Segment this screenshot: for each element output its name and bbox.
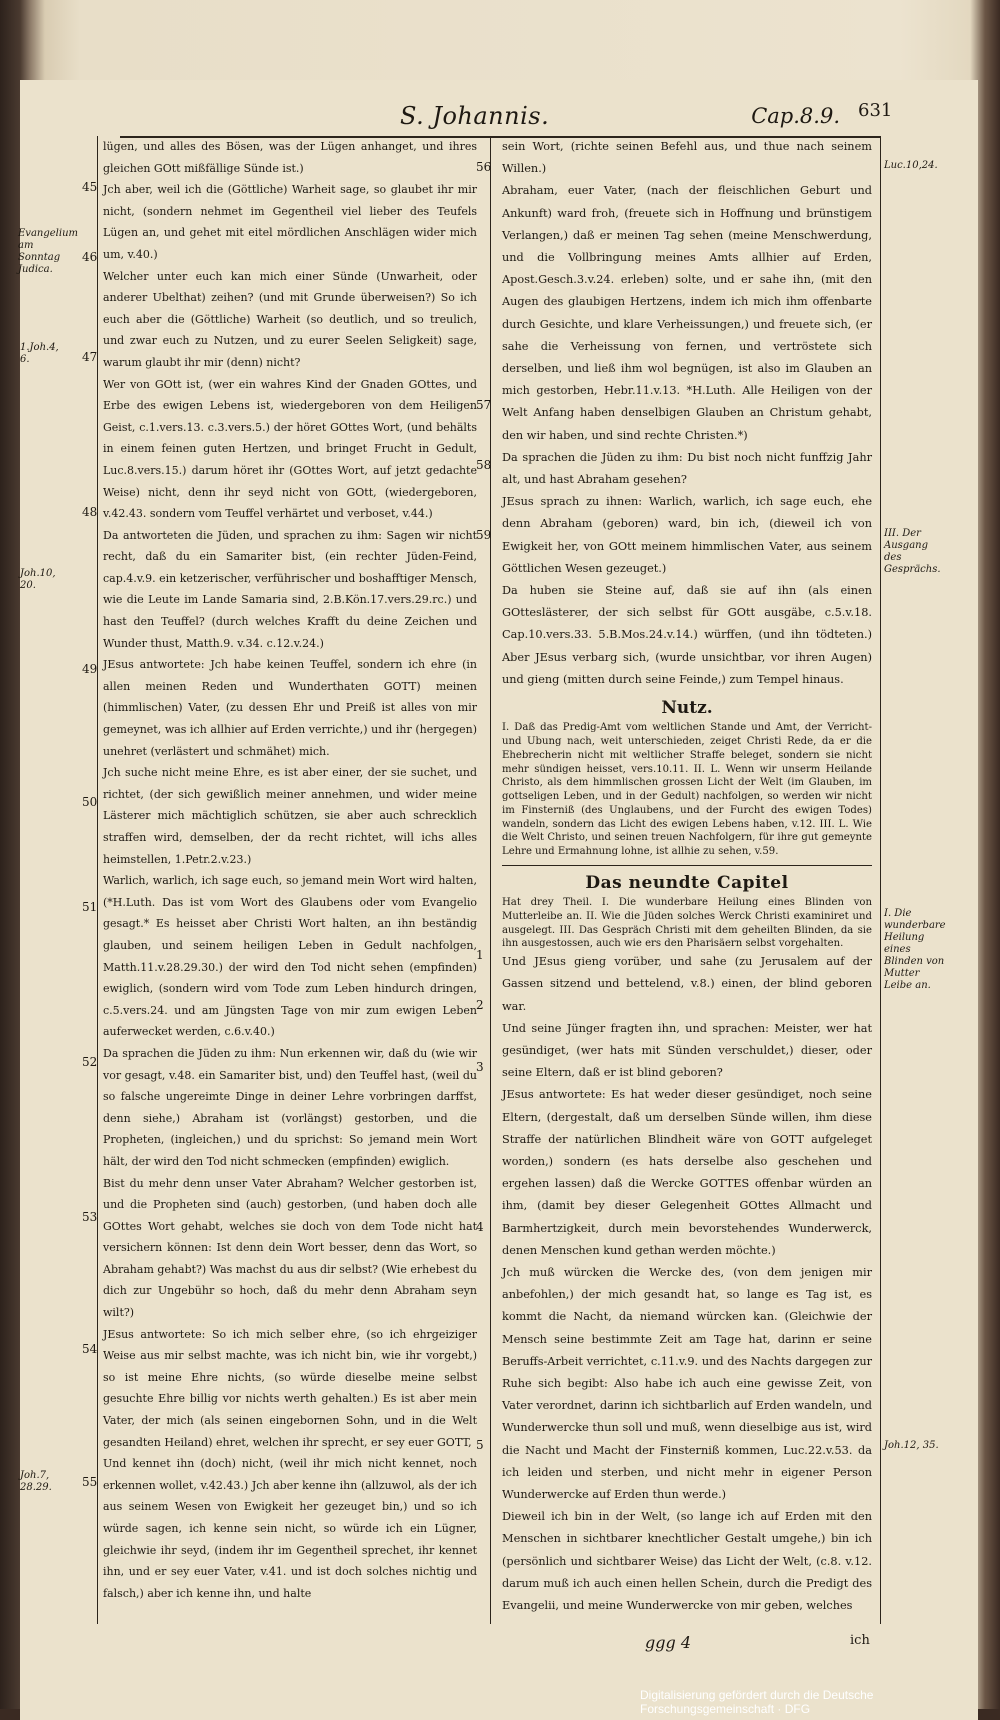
verse-number: 3: [476, 1060, 484, 1074]
margin-note-reference: 1.Joh.4, 6.: [20, 342, 59, 365]
verse-text: lügen, und alles des Bösen, was der Lügen anhanget, und ihres gleichen GOtt mißfällige Sünde ist.): [103, 140, 477, 175]
verse-number: 52: [82, 1055, 98, 1069]
section-heading-nutz: Nutz.: [661, 698, 713, 719]
margin-note-reference: Joh.12, 35.: [884, 1440, 939, 1451]
verse-text: Abraham, euer Vater, (nach der fleischlichen Geburt und Ankunft) ward froh, (freuete sich in Hoffnung und brünstigem Verlangen,) daß er meinen Tag sehen (meine Menschwerdung, und die Vollbringung meines Amts allhier auf Erden, Apost.Gesch.3.v.24. erleben) solte, und er sahe ihn, (mit den Augen des glaubigen Hertzens, indem ich mich ihm offenbarte durch Gesichte, und klare Verheissungen,) und freuete sich, (er sahe die Verheissung von fernen, und vertröstete sich derselben, und ließ ihm wol begnügen, ist also im Glauben an mich gestorben, Hebr.11.v.13. *H.Luth. Alle Heiligen von der Welt Anfang haben denselbigen Glauben an Christum gehabt, den wir haben, und sind rechte Christen.*): [502, 184, 872, 442]
verse-number: 51: [82, 900, 98, 914]
book-title: S. Johannis.: [400, 102, 550, 130]
verse-number: 4: [476, 1220, 484, 1234]
verse-text: Da sprachen die Jüden zu ihm: Nun erkennen wir, daß du (wie wir vor gesagt, v.48. ein Samariter bist, und) den Teuffel hast, (weil du so falsche ungereimte Dinge in deiner Lehre vorbringen darffst, denn siehe,) Abraham ist (vorlängst) gestorben, und die Propheten, (ingleichen,) und du sprichst: So jemand mein Wort hält, der wird den Tod nicht schmecken (empfinden) ewiglich.: [103, 1046, 477, 1168]
nutz-text: I. Daß das Predig-Amt vom weltlichen Stande und Amt, der Verricht- und Ubung nach, weit unterschieden, zeiget Christi Rede, da er die Ehebrecherin nicht mit weltlicher Straffe beleget, sondern sie nicht mehr sündigen heisset, vers.10.11. II. L. Wenn wir unserm Heilande Christo, als dem himmlischen grossen Licht der Welt (im Glauben, im gottseligen Leben, und in der Gedult) nachfolgen, so werden wir nicht im Finsterniß (des Unglaubens, und der Furcht des ewigen Todes) wandeln, sondern das Licht des ewigen Lebens haben, v.12. III. L. Wie die Welt Christo, und seinen treuen Nachfolgern, für ihre gut gemeynte Lehre und Ermahnung lohne, ist allhie zu sehen, v.59.: [502, 722, 872, 858]
verse-number: 5: [476, 1438, 484, 1452]
margin-note-reference: Joh.7, 28.29.: [20, 1470, 52, 1493]
page-footer: [20, 1633, 978, 1673]
margin-note-section: III. Der Ausgang des Gesprächs.: [884, 528, 941, 575]
verse-text: Jch suche nicht meine Ehre, es ist aber einer, der sie suchet, und richtet, (der sich gewißlich meiner annehmen, und wider meine Lästerer mich mächtiglich schützen, sie aber auch schrecklich straffen wird, demselben, der da recht richtet, will ichs alles heimstellen, 1.Petr.2.v.23.): [103, 766, 477, 866]
digitization-credit: Digitalisierung gefördert durch die Deutsche Forschungsgemeinschaft · DFG: [640, 1688, 874, 1716]
margin-note-section: I. Die wunderbare Heilung eines Blinden von Mutter Leibe an.: [884, 908, 946, 991]
verse-number: 50: [82, 795, 98, 809]
running-head: [120, 100, 880, 138]
verse-text: Und kennet ihn (doch) nicht, (weil ihr mich nicht kennet, noch erkennen wollet, v.42.43.) Jch aber kenne ihn (allzuwol, als der ich aus seinem Wesen von Ewigkeit her gezeuget bin,) und so ich würde sagen, ich kenne sein nicht, so würde ich ein Lügner, gleichwie ihr seyd, (indem ihr im Gegentheil sprechet, ihr kennet ihn, und er sey euer Vater, v.41. und ist doch solches nichtig und falsch,) aber ich kenne ihn, und halte: [103, 1457, 477, 1600]
left-column: [103, 136, 477, 1604]
verse-number: 1: [476, 948, 484, 962]
margin-note-reference: Joh.10, 20.: [20, 568, 56, 591]
verse-text: Jch aber, weil ich die (Göttliche) Warheit sage, so glaubet ihr mir nicht, (sondern nehmet im Gegentheil viel lieber des Teufels Lügen an, und gehet mit eitel mördlichen Anschlägen wider mich um, v.40.): [103, 183, 477, 261]
verse-number: 56: [476, 160, 492, 174]
margin-note-reference: Luc.10,24.: [884, 160, 938, 171]
verse-text: Und JEsus gieng vorüber, und sahe (zu Jerusalem auf der Gassen sitzend und bettelend, v.8.) einen, der blind geboren war.: [502, 955, 872, 1013]
verse-text: Und seine Jünger fragten ihn, und sprachen: Meister, wer hat gesündiget, (wer hats mit Sünden verschuldet,) dieser, oder seine Eltern, daß er ist blind geboren?: [502, 1021, 872, 1080]
verse-text: JEsus antwortete: Jch habe keinen Teuffel, sondern ich ehre (in allen meinen Reden und Wunderthaten GOTT) meinen (himmlischen) Vater, (zu dessen Ehr und Preiß ist alles von mir gemeynet, was ich allhier auf Erden verrichte,) und ihr (hergegen) unehret (verlästert und schmähet) mich.: [103, 658, 477, 758]
verse-number: 2: [476, 998, 484, 1012]
chapter-label: Cap.8.9.: [751, 104, 840, 128]
center-rule: [490, 136, 491, 1624]
verse-number: 47: [82, 350, 98, 364]
verse-number: 48: [82, 505, 98, 519]
verse-number: 57: [476, 398, 492, 412]
verse-text: Da sprachen die Jüden zu ihm: Du bist noch nicht funffzig Jahr alt, und hast Abraham gesehen?: [502, 450, 872, 487]
right-rule: [880, 136, 881, 1624]
catchword: ich: [850, 1633, 870, 1648]
verse-text: Bist du mehr denn unser Vater Abraham? Welcher gestorben ist, und die Propheten sind (auch) gestorben, (und haben doch alle GOttes Wort gehabt, welches sie doch von dem Tode nicht hat versichern können: Ist denn dein Wort besser, denn das Wort, so Abraham gehabt?) Was machst du aus dir selbst? (Wie erhebest du dich zur Ungebühr so hoch, daß du mehr denn Abraham seyn wilt?): [103, 1176, 477, 1320]
verse-text: Dieweil ich bin in der Welt, (so lange ich auf Erden mit den Menschen in sichtbarer knechtlicher Gestalt umgehe,) bin ich (persönlich und sichtbarer Weise) das Licht der Welt, (c.8. v.12. darum muß ich auch einen hellen Schein, durch die Predigt des Evangelii, und meine Wunderwercke von mir geben, welches: [502, 1510, 872, 1613]
verse-text: JEsus antwortete: Es hat weder dieser gesündiget, noch seine Eltern, (dergestalt, daß um derselben Sünde willen, ihm diese Straffe der natürlichen Blindheit wäre von GOTT aufgeleget worden,) sondern (es hats derselbe also geschehen und ergehen lassen) daß die Wercke GOTTES offenbar würden an ihm, (damit bey dieser Gelegenheit GOttes Allmacht und Barmhertzigkeit, durch mein bevorstehendes Wunderwerck, denen Menschen kund gethan werden möchte.): [502, 1088, 872, 1257]
verse-text: Wer von GOtt ist, (wer ein wahres Kind der Gnaden GOttes, und Erbe des ewigen Lebens ist, wiedergeboren von dem Heiligen Geist, c.1.vers.13. c.3.vers.5.) der höret GOttes Wort, (und behälts in einem feinen guten Hertzen, und bringet Frucht in Gedult, Luc.8.vers.15.) darum höret ihr (GOttes Wort, auf jetzt gedachte Weise) nicht, denn ihr seyd nicht von GOtt, (wiedergeboren, v.42.43. sondern vom Teuffel verhärtet und verboset, v.44.): [103, 377, 477, 521]
verse-text: Da antworteten die Jüden, und sprachen zu ihm: Sagen wir nicht recht, daß du ein Samariter bist, (ein rechter Jüden-Feind, cap.4.v.9. ein ketzerischer, verführischer und boshafftiger Mensch, wie die Leute im Lande Samaria sind, 2.B.Kön.17.vers.29.rc.) und hast den Teuffel? (durch welches Krafft du deine Zeichen und Wunder thust, Matth.9. v.34. c.12.v.24.): [103, 528, 477, 650]
margin-note-pericope: Evangelium am Sonntag Judica.: [18, 228, 78, 275]
verse-text: Welcher unter euch kan mich einer Sünde (Unwarheit, oder anderer Ubelthat) zeihen? (und mit Grunde überweisen?) So ich euch aber die (Göttliche) Warheit (so deutlich, und so treulich, und zwar euch zu Nutzen, und zu eurer Seelen Seligkeit) sage, warum glaubt ihr mir (denn) nicht?: [103, 269, 477, 369]
page-number: 631: [858, 100, 893, 121]
verse-number: 55: [82, 1475, 98, 1489]
verse-number: 54: [82, 1342, 98, 1356]
verse-number: 58: [476, 458, 492, 472]
verse-number: 45: [82, 180, 98, 194]
page: [20, 80, 978, 1720]
verse-number: 59: [476, 528, 492, 542]
verse-text: JEsus sprach zu ihnen: Warlich, warlich, ich sage euch, ehe denn Abraham (geboren) ward, bin ich, (dieweil ich von Ewigkeit her, von GOtt meinem himmlischen Vater, aus seinem Göttlichen Wesen gezeuget.): [502, 495, 872, 575]
verse-number: 46: [82, 250, 98, 264]
right-column: [502, 136, 872, 1617]
divider: [502, 865, 872, 866]
verse-text: Warlich, warlich, ich sage euch, so jemand mein Wort wird halten, (*H.Luth. Das ist vom Wort des Glaubens oder vom Evangelio gesagt.* Es heisset aber Christi Wort halten, an ihn beständig glauben, und seinem heiligen Leben in Gedult nachfolgen, Matth.11.v.28.29.30.) der wird den Tod nicht sehen (empfinden) ewiglich, (sondern wird vom Tode zum Leben hindurch dringen, c.5.vers.24. und am Jüngsten Tage von mir zum ewigen Leben auferwecket werden, c.6.v.40.): [103, 874, 477, 1039]
verse-text: Jch muß würcken die Wercke des, (von dem jenigen mir anbefohlen,) der mich gesandt hat, so lange es Tag ist, es kommt die Nacht, da niemand würcken kan. (Gleichwie der Mensch seine bestimmte Zeit am Tage hat, darinn er seine Beruffs-Arbeit verrichtet, c.11.v.9. und des Nachts dargegen zur Ruhe sich begibt: Also habe ich auch eine gewisse Zeit, von Vater verordnet, darinn ich sichtbarlich auf Erden wandeln, und Wunderwercke thun soll und muß, wenn dieselbige aus ist, wird die Nacht und Macht der Finsterniß kommen, Luc.22.v.53. da ich leiden und sterben, und nicht mehr in eigener Person Wunderwercke auf Erden thun werde.): [502, 1266, 872, 1502]
verse-number: 53: [82, 1210, 98, 1224]
verse-text: Da huben sie Steine auf, daß sie auf ihn (als einen GOtteslästerer, der sich selbst für GOtt ausgäbe, c.5.v.18. Cap.10.vers.33. 5.B.Mos.24.v.14.) würffen, (und ihn tödteten.) Aber JEsus verbarg sich, (wurde unsichtbar, vor ihren Augen) und gieng (mitten durch seine Feinde,) zum Tempel hinaus.: [502, 584, 872, 686]
verse-text: sein Wort, (richte seinen Befehl aus, und thue nach seinem Willen.): [502, 140, 872, 176]
verse-number: 49: [82, 662, 98, 676]
signature-mark: ggg 4: [645, 1633, 691, 1652]
chapter-heading: Das neundte Capitel: [585, 872, 789, 893]
verse-text: JEsus antwortete: So ich mich selber ehre, (so ich ehrgeiziger Weise aus mir selbst machte, was ich nicht bin, wie ihr vorgebt,) so ist meine Ehre nichts, (so würde dieselbe meine selbst gesuchte Ehre billig vor nichts werth gehalten.) Es ist aber mein Vater, der mich (als seinen eingebornen Sohn, und in die Welt gesandten Heiland) ehret, welchen ihr sprecht, er sey euer GOTT,: [103, 1327, 477, 1449]
chapter-summary: Hat drey Theil. I. Die wunderbare Heilung eines Blinden von Mutterleibe an. II. Wie die Jüden solches Werck Christi examiniret und ausgelegt. III. Das Gespräch Christi mit dem geheilten Blinden, da sie ihn ausgestossen, auch wie ers den Pharisäern selbst vorgehalten.: [502, 897, 872, 950]
